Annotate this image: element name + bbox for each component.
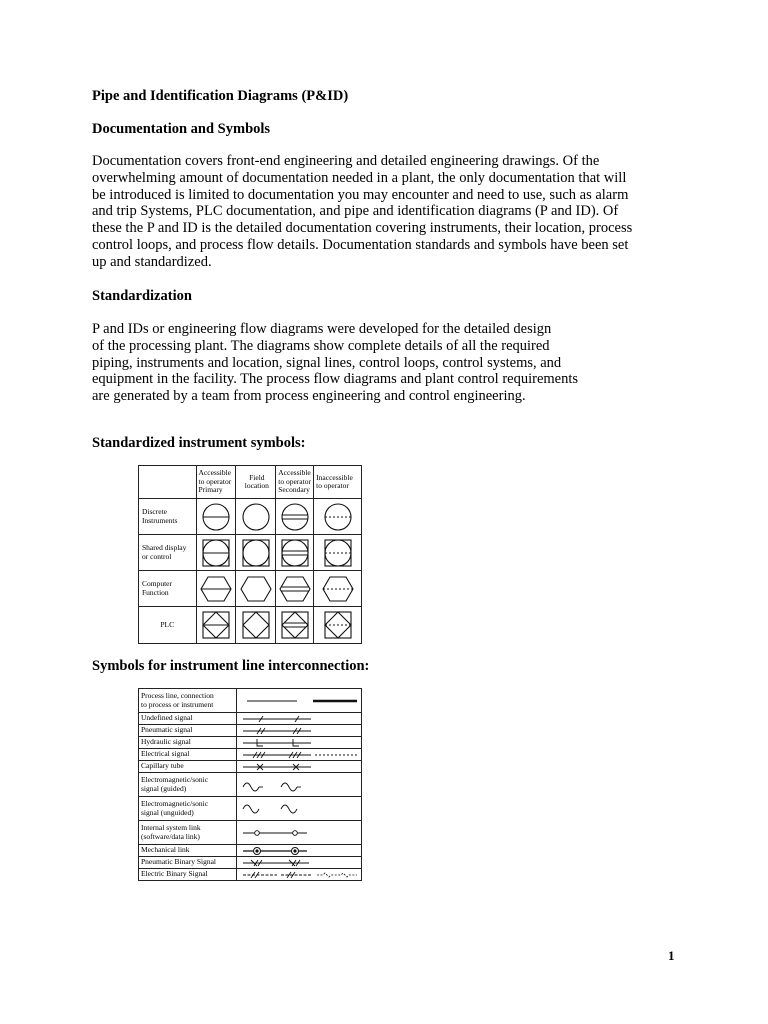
row-label-pneumatic-binary	[139, 857, 237, 869]
diamond-in-square-primary-icon	[200, 609, 232, 641]
documentation-paragraph	[92, 153, 632, 271]
symbol-cell	[276, 607, 314, 644]
symbol-cell	[237, 689, 362, 713]
header-line: to operator	[198, 476, 232, 486]
hydraulic-signal-icon	[237, 737, 361, 748]
electric-binary-signal-icon	[237, 869, 361, 880]
undefined-signal-icon	[237, 713, 361, 724]
software-link-icon	[237, 822, 361, 844]
standardization-paragraph	[92, 321, 578, 405]
circle-secondary-icon	[279, 501, 311, 533]
header-line: Primary	[198, 485, 223, 495]
diamond-in-square-secondary-icon	[279, 609, 311, 641]
paragraph-line: control loops, and process flow details. Documentation standards and symbols have been set	[92, 236, 629, 253]
symbol-cell	[237, 857, 362, 869]
table-row	[139, 713, 362, 725]
header-line: Accessible	[198, 468, 232, 478]
em-guided-signal-icon	[237, 774, 361, 796]
header-line: to operator	[316, 481, 349, 490]
circle-in-square-field-icon	[240, 537, 272, 569]
symbol-cell	[237, 797, 362, 821]
symbol-cell	[236, 571, 276, 607]
em-unguided-signal-icon	[237, 798, 361, 820]
symbol-cell	[237, 725, 362, 737]
table-row	[139, 737, 362, 749]
symbol-cell	[196, 571, 236, 607]
pneumatic-signal-icon	[237, 725, 361, 736]
table-row	[139, 857, 362, 869]
row-label-electrical-signal	[139, 749, 237, 761]
label-line: PLC	[160, 619, 175, 629]
instrument-symbols-table	[138, 465, 362, 644]
symbol-cell	[237, 737, 362, 749]
symbol-cell	[276, 535, 314, 571]
label-line: Discrete	[142, 507, 167, 516]
label-line: Instruments	[142, 515, 178, 525]
label-line: Electrical signal	[141, 749, 190, 759]
section-heading-standardization: Standardization	[92, 288, 192, 304]
symbol-cell	[196, 535, 236, 571]
symbol-cell	[237, 821, 362, 845]
empty-header-cell	[139, 466, 197, 499]
row-label-pneumatic-signal	[139, 725, 237, 737]
circle-in-square-primary-icon	[200, 537, 232, 569]
row-label-software-link	[139, 821, 237, 845]
page-number: 1	[668, 948, 675, 963]
symbol-cell	[276, 499, 314, 535]
table-row	[139, 773, 362, 797]
symbol-cell	[237, 749, 362, 761]
diamond-in-square-inaccessible-icon	[322, 609, 354, 641]
paragraph-line: of the processing plant. The diagrams show complete details of all the required	[92, 337, 550, 354]
pneumatic-binary-signal-icon	[237, 857, 361, 868]
table-row	[139, 845, 362, 857]
paragraph-line: up and standardized.	[92, 253, 212, 270]
section-heading-line-interconnection: Symbols for instrument line interconnection:	[92, 658, 370, 674]
row-label-shared-display	[139, 535, 197, 571]
circle-inaccessible-icon	[322, 501, 354, 533]
label-line: Process line, connection	[141, 690, 214, 700]
symbol-cell	[237, 869, 362, 881]
label-line: Internal system link	[141, 822, 201, 832]
header-line: Inaccessible	[316, 472, 353, 482]
table-row	[139, 821, 362, 845]
label-line: Mechanical link	[141, 845, 190, 855]
process-line-icon	[237, 690, 361, 712]
symbol-cell	[314, 535, 362, 571]
label-line: signal (guided)	[141, 783, 187, 793]
row-label-discrete	[139, 499, 197, 535]
label-line: signal (unguided)	[141, 807, 194, 817]
row-label-capillary-tube	[139, 761, 237, 773]
header-line: Secondary	[278, 485, 310, 495]
symbol-cell	[236, 607, 276, 644]
symbol-cell	[314, 499, 362, 535]
column-header-inaccessible	[314, 466, 362, 499]
paragraph-line: piping, instruments and location, signal lines, control loops, control systems, and	[92, 354, 562, 371]
label-line: Hydraulic signal	[141, 737, 191, 747]
diamond-in-square-field-icon	[240, 609, 272, 641]
section-heading-instrument-symbols: Standardized instrument symbols:	[92, 435, 306, 451]
paragraph-line: and trip Systems, PLC documentation, and pipe and identification diagrams (P and ID). Of	[92, 203, 619, 220]
circle-primary-icon	[200, 501, 232, 533]
line-interconnection-table	[138, 688, 362, 881]
circle-in-square-inaccessible-icon	[322, 537, 354, 569]
row-label-process-line	[139, 689, 237, 713]
mechanical-link-icon	[237, 845, 361, 856]
hexagon-secondary-icon	[278, 574, 312, 604]
table-header-row	[139, 466, 362, 499]
row-label-computer-function	[139, 571, 197, 607]
table-row	[139, 761, 362, 773]
table-row	[139, 499, 362, 535]
paragraph-line: P and IDs or engineering flow diagrams were developed for the detailed design	[92, 321, 552, 337]
symbol-cell	[314, 571, 362, 607]
label-line: Capillary tube	[141, 761, 184, 771]
header-line: Accessible	[278, 468, 311, 478]
paragraph-line: be introduced is limited to documentation you may encounter and need to use, such as alarm	[92, 186, 629, 203]
document-title: Pipe and Identification Diagrams (P&ID)	[92, 88, 349, 104]
label-line: to process or instrument	[141, 699, 214, 709]
row-label-mechanical-link	[139, 845, 237, 857]
table-row	[139, 725, 362, 737]
label-line: Undefined signal	[141, 713, 193, 723]
column-header-field-location	[236, 466, 276, 499]
label-line: Function	[142, 587, 169, 597]
hexagon-inaccessible-icon	[321, 574, 355, 604]
hexagon-field-icon	[239, 574, 273, 604]
label-line: Electromagnetic/sonic	[141, 774, 209, 784]
table-row	[139, 749, 362, 761]
hexagon-primary-icon	[199, 574, 233, 604]
row-label-em-unguided	[139, 797, 237, 821]
paragraph-line: are generated by a team from process engineering and control engineering.	[92, 388, 526, 405]
table-row	[139, 535, 362, 571]
column-header-accessible-secondary	[276, 466, 314, 499]
electrical-signal-icon	[237, 749, 361, 760]
table-row	[139, 571, 362, 607]
row-label-em-guided	[139, 773, 237, 797]
row-label-electric-binary	[139, 869, 237, 881]
symbol-cell	[236, 535, 276, 571]
row-label-plc	[139, 607, 197, 644]
label-line: Pneumatic signal	[141, 725, 193, 735]
label-line: Shared display	[142, 543, 187, 552]
symbol-cell	[237, 773, 362, 797]
paragraph-line: Documentation covers front-end engineering and detailed engineering drawings. Of the	[92, 153, 600, 169]
row-label-undefined-signal	[139, 713, 237, 725]
label-line: Pneumatic Binary Signal	[141, 857, 216, 867]
paragraph-line: equipment in the facility. The process flow diagrams and plant control requirements	[92, 371, 579, 388]
table-row	[139, 869, 362, 881]
symbol-cell	[237, 713, 362, 725]
row-label-hydraulic-signal	[139, 737, 237, 749]
label-line: (software/data link)	[141, 831, 200, 841]
table-row	[139, 689, 362, 713]
symbol-cell	[314, 607, 362, 644]
symbol-cell	[196, 607, 236, 644]
table-row	[139, 797, 362, 821]
label-line: or control	[142, 551, 172, 561]
label-line: Computer	[142, 579, 172, 588]
header-line: to operator	[278, 476, 311, 486]
symbol-cell	[196, 499, 236, 535]
header-line: location	[244, 481, 269, 490]
paragraph-line: overwhelming amount of documentation needed in a plant, the only documentation that will	[92, 169, 627, 186]
symbol-cell	[237, 845, 362, 857]
circle-in-square-secondary-icon	[279, 537, 311, 569]
symbol-cell	[237, 761, 362, 773]
label-line: Electromagnetic/sonic	[141, 798, 209, 808]
symbol-cell	[236, 499, 276, 535]
label-line: Electric Binary Signal	[141, 869, 208, 879]
symbol-cell	[276, 571, 314, 607]
column-header-accessible-primary	[196, 466, 236, 499]
header-line: Field	[249, 472, 265, 482]
circle-field-icon	[240, 501, 272, 533]
section-heading-documentation: Documentation and Symbols	[92, 121, 271, 137]
capillary-tube-icon	[237, 761, 361, 772]
paragraph-line: these the P and ID is the detailed documentation covering instruments, their location, process	[92, 220, 633, 237]
table-row	[139, 607, 362, 644]
